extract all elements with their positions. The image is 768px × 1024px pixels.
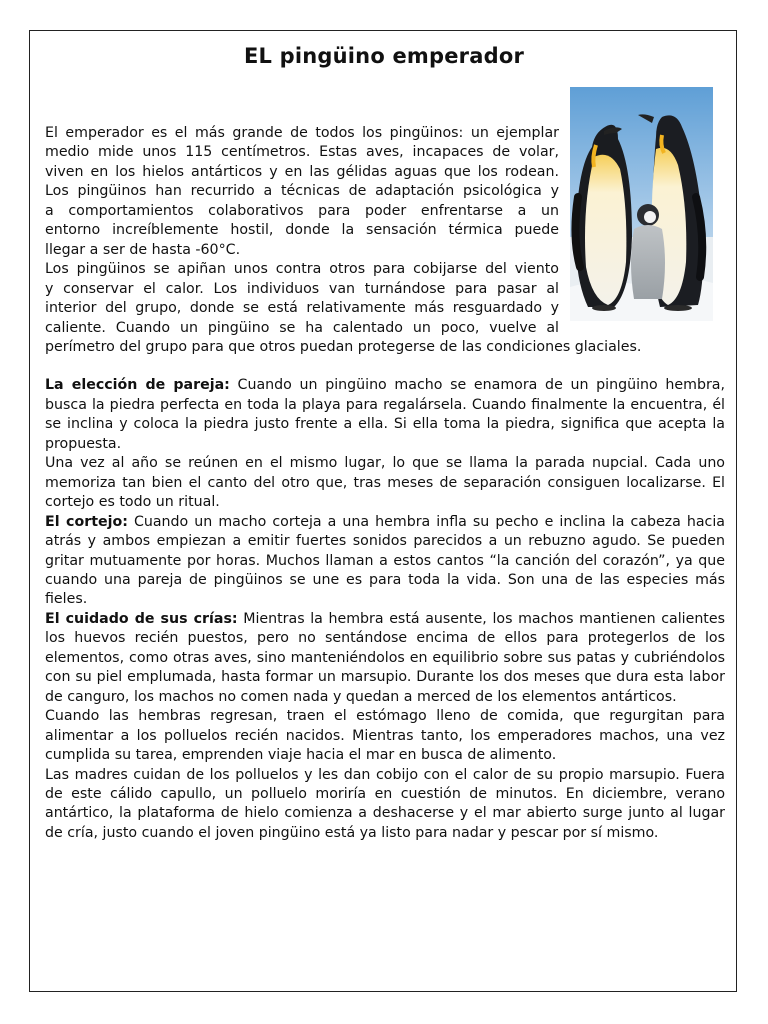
intro-line: El emperador es el más grande de todos los pingüinos: un ejemplar [45,125,559,141]
intro-line: llegar a ser de hasta -60°C. [45,241,241,258]
intro-line: medio mide unos 115 centímetros. Estas aves, incapaces de volar, [45,144,559,161]
madres-paragraph: Las madres cuidan de los polluelos y les dan cobijo con el calor de su propio marsupio. Fuera de este cálido capullo, un polluelo moriría en cuestión de minutos. En diciembre, verano antártico, la plataforma de hielo comienza a deshacerse y el mar abierto surge junto al lugar de cría, justo cuando el joven pingüino está ya listo para nadar y pescar por sí mismo. [45,766,725,841]
parada-paragraph: Una vez al año se reúnen en el mismo lugar, lo que se llama la parada nupcial. Cada uno memoriza tan bien el canto del otro que, tras meses de separación consiguen localizarse. El cortejo es todo un ritual. [45,455,725,511]
paragraph-gap [45,357,725,376]
crias-heading: El cuidado de sus crías: [45,610,238,627]
pareja-text: Cuando un pingüino macho se enamora de un pingüino hembra, busca la piedra perfecta en toda la playa para regalársela. Cuando finalmente la encuentra, él se inclina y coloca la piedra justo frente a ella. Si ella toma la piedra, significa que acepta la propuesta. [45,377,725,452]
intro-line: Los pingüinos han recurrido a técnicas de adaptación psicológica y [45,183,559,200]
intro-wrapped-block [45,124,559,338]
pareja-heading: La elección de pareja: [45,377,230,394]
crias-paragraph [45,610,725,707]
cortejo-heading: El cortejo: [45,513,128,530]
pareja-paragraph [45,376,725,454]
intro-line: Los pingüinos se apiñan unos contra otros para cobijarse del viento [45,261,559,278]
cortejo-text: Cuando un macho corteja a una hembra infla su pecho e inclina la cabeza hacia atrás y ambos empiezan a emitir fuertes sonidos parecidos a un rebuzno agudo. Se pueden gritar mutuamente por horas. Muchos llaman a estos cantos “la canción del corazón”, ya que cuando una pareja de pingüinos se une es para toda la vida. Son una de las especies más fieles. [45,513,725,608]
page-title: EL pingüino emperador [243,44,525,68]
intro-line: caliente. Cuando un pingüino se ha calentado un poco, vuelve al [45,319,559,336]
article-body [45,124,725,843]
intro-paragraph [45,124,559,338]
cortejo-paragraph [45,513,725,610]
intro-line: y conservar el calor. Los individuos van turnándose para pasar al [45,280,559,297]
intro-line: a comportamientos colaborativos para poder enfrentarse a un [45,202,559,219]
intro-line: interior del grupo, donde se está relativamente más resguardado y [45,300,559,317]
crias-text: Mientras la hembra está ausente, los machos mantienen calientes los huevos recién puestos, pero no sentándose encima de ellos para protegerlos de los elementos, como otras aves, sino manteniéndolos en equilibrio sobre sus patas y cubriéndolos con su piel emplumada, hasta formar un marsupio. Durante los dos meses que dura esta labor de canguro, los machos no comen nada y quedan a merced de los elementos antárticos. [45,610,725,705]
intro-line: viven en los hielos antárticos y en las gélidas aguas que los rodean. [45,163,559,180]
intro-last-line: perímetro del grupo para que otros puedan protegerse de las condiciones glaciales. [45,338,642,355]
intro-line: entorno increíblemente hostil, donde la sensación térmica puede [45,222,559,239]
hembras-paragraph: Cuando las hembras regresan, traen el estómago lleno de comida, que regurgitan para alimentar a los polluelos recién nacidos. Mientras tanto, los emperadores machos, una vez cumplida su tarea, emprenden viaje hacia el mar en busca de alimento. [45,708,725,764]
